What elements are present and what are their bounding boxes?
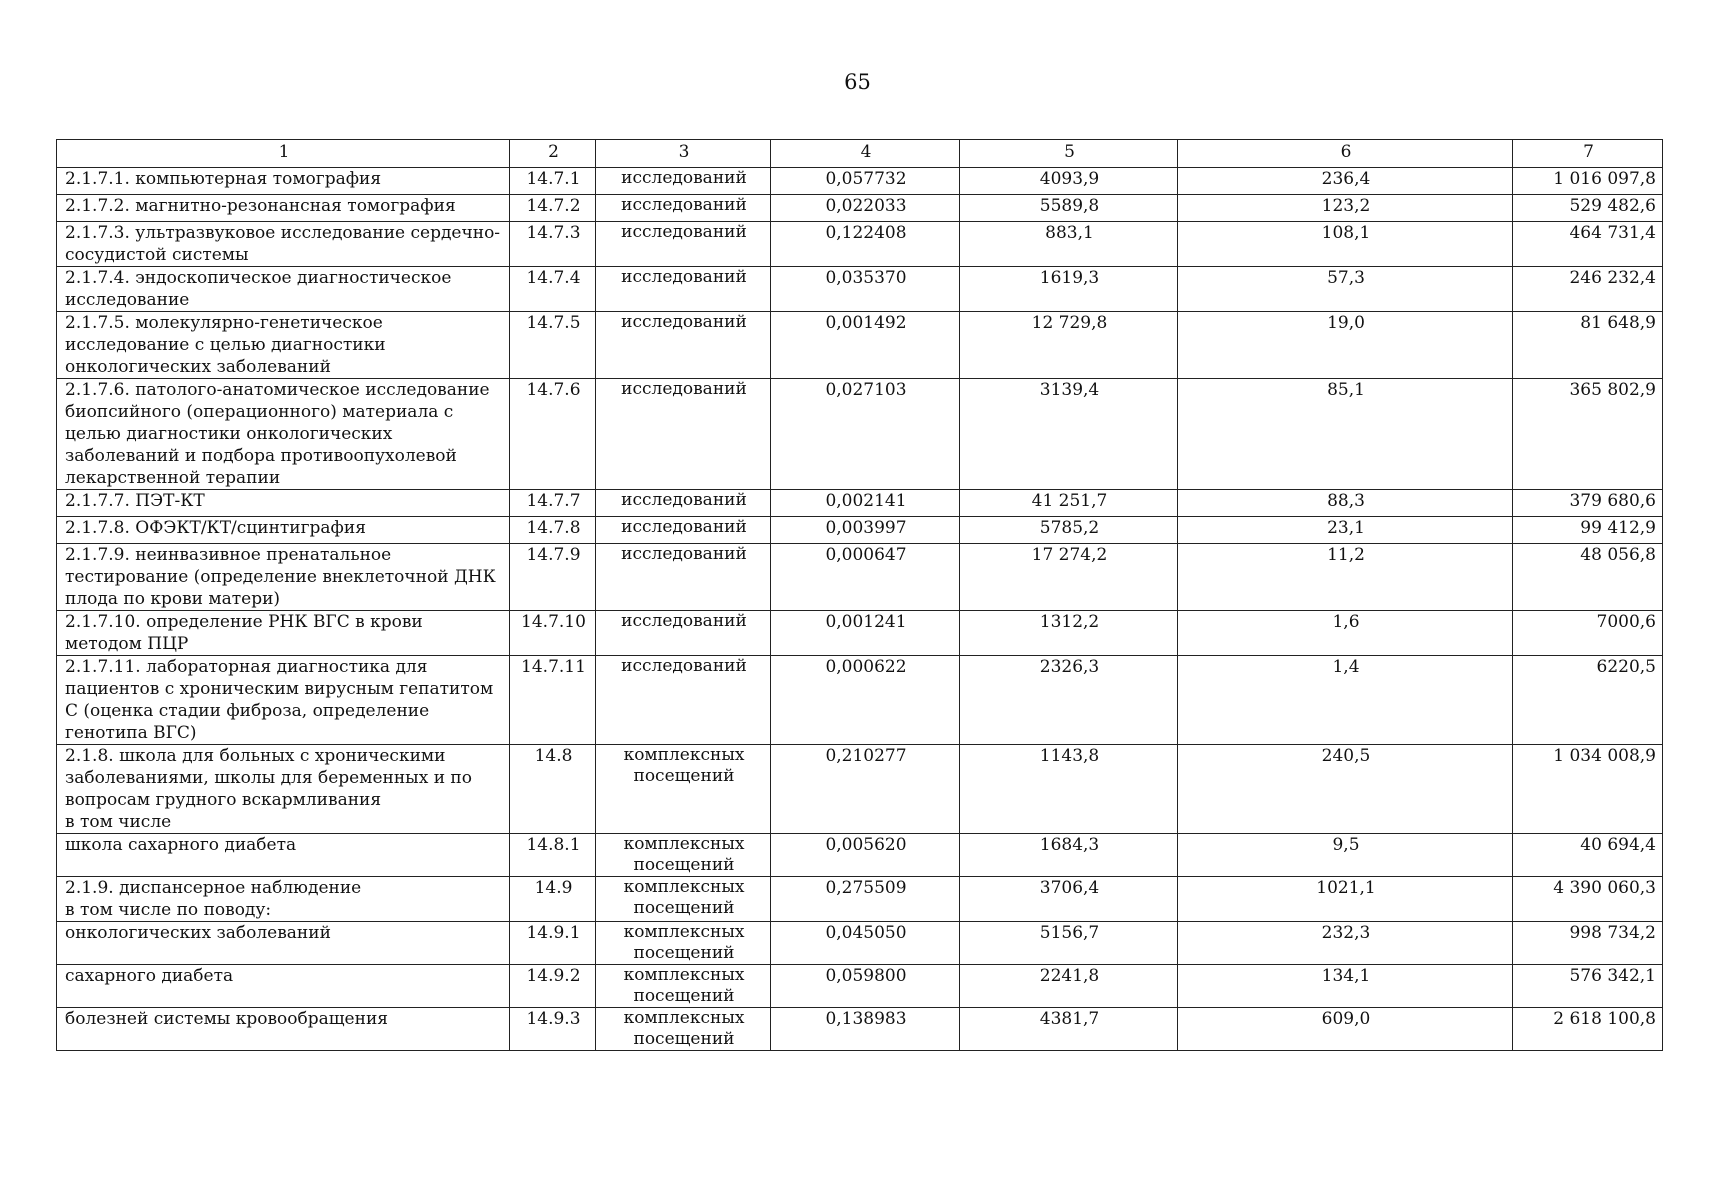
- code-cell: 14.9.2: [510, 965, 596, 1008]
- unit-cell: исследований: [596, 168, 771, 195]
- unit-cell: исследований: [596, 267, 771, 312]
- per-capita-cell: 85,1: [1178, 379, 1513, 490]
- code-cell: 14.9.3: [510, 1008, 596, 1051]
- unit-cell: исследований: [596, 656, 771, 745]
- cost-cell: 1619,3: [960, 267, 1178, 312]
- norm-cell: 0,000622: [771, 656, 960, 745]
- table-header-row: [57, 140, 1663, 168]
- total-cell: 1 016 097,8: [1513, 168, 1663, 195]
- per-capita-cell: 19,0: [1178, 312, 1513, 379]
- total-cell: 576 342,1: [1513, 965, 1663, 1008]
- per-capita-cell: 11,2: [1178, 544, 1513, 611]
- indicator-cell: 2.1.7.11. лабораторная диагностика для пациентов с хроническим вирусным гепатитом С (оценка стадии фиброза, определение генотипа ВГС): [57, 656, 510, 745]
- indicator-cell: школа сахарного диабета: [57, 834, 510, 877]
- norm-cell: 0,027103: [771, 379, 960, 490]
- total-cell: 48 056,8: [1513, 544, 1663, 611]
- unit-cell: исследований: [596, 544, 771, 611]
- total-cell: 529 482,6: [1513, 195, 1663, 222]
- code-cell: 14.7.7: [510, 490, 596, 517]
- per-capita-cell: 9,5: [1178, 834, 1513, 877]
- unit-cell: исследований: [596, 517, 771, 544]
- code-cell: 14.7.8: [510, 517, 596, 544]
- per-capita-cell: 236,4: [1178, 168, 1513, 195]
- total-cell: 6220,5: [1513, 656, 1663, 745]
- page-number: 65: [844, 70, 871, 94]
- cost-cell: 2326,3: [960, 656, 1178, 745]
- indicator-cell: 2.1.7.5. молекулярно-генетическое исследование с целью диагностики онкологических заболеваний: [57, 312, 510, 379]
- cost-cell: 5589,8: [960, 195, 1178, 222]
- table-row: [57, 490, 1663, 517]
- per-capita-cell: 1,6: [1178, 611, 1513, 656]
- code-cell: 14.7.5: [510, 312, 596, 379]
- table-row: [57, 379, 1663, 490]
- data-table: [56, 139, 1663, 1051]
- norm-cell: 0,138983: [771, 1008, 960, 1051]
- total-cell: 99 412,9: [1513, 517, 1663, 544]
- total-cell: 379 680,6: [1513, 490, 1663, 517]
- column-number-header: 5: [960, 140, 1178, 168]
- unit-cell: исследований: [596, 379, 771, 490]
- table-row: [57, 922, 1663, 965]
- cost-cell: 41 251,7: [960, 490, 1178, 517]
- total-cell: 40 694,4: [1513, 834, 1663, 877]
- table-row: [57, 312, 1663, 379]
- cost-cell: 4093,9: [960, 168, 1178, 195]
- code-cell: 14.7.9: [510, 544, 596, 611]
- norm-cell: 0,001492: [771, 312, 960, 379]
- unit-cell: комплексных посещений: [596, 877, 771, 922]
- indicator-cell: 2.1.7.1. компьютерная томография: [57, 168, 510, 195]
- norm-cell: 0,210277: [771, 745, 960, 834]
- norm-cell: 0,035370: [771, 267, 960, 312]
- column-number-header: 3: [596, 140, 771, 168]
- per-capita-cell: 23,1: [1178, 517, 1513, 544]
- unit-cell: комплексных посещений: [596, 745, 771, 834]
- code-cell: 14.7.10: [510, 611, 596, 656]
- table-row: [57, 544, 1663, 611]
- code-cell: 14.7.2: [510, 195, 596, 222]
- indicator-cell: сахарного диабета: [57, 965, 510, 1008]
- indicator-cell: 2.1.7.6. патолого-анатомическое исследование биопсийного (операционного) материала с целью диагностики онкологических заболеваний и подбора противоопухолевой лекарственной терапии: [57, 379, 510, 490]
- indicator-cell: 2.1.7.4. эндоскопическое диагностическое исследование: [57, 267, 510, 312]
- indicator-cell: 2.1.9. диспансерное наблюдение в том числе по поводу:: [57, 877, 510, 922]
- total-cell: 464 731,4: [1513, 222, 1663, 267]
- per-capita-cell: 1,4: [1178, 656, 1513, 745]
- cost-cell: 12 729,8: [960, 312, 1178, 379]
- unit-cell: исследований: [596, 312, 771, 379]
- table-row: [57, 168, 1663, 195]
- table-row: [57, 745, 1663, 834]
- table-row: [57, 267, 1663, 312]
- indicator-cell: 2.1.7.3. ультразвуковое исследование сердечно-сосудистой системы: [57, 222, 510, 267]
- indicator-cell: 2.1.8. школа для больных с хроническими заболеваниями, школы для беременных и по вопросам грудного вскармливания в том числе: [57, 745, 510, 834]
- cost-cell: 883,1: [960, 222, 1178, 267]
- total-cell: 4 390 060,3: [1513, 877, 1663, 922]
- unit-cell: комплексных посещений: [596, 965, 771, 1008]
- unit-cell: исследований: [596, 222, 771, 267]
- table-row: [57, 222, 1663, 267]
- norm-cell: 0,003997: [771, 517, 960, 544]
- total-cell: 246 232,4: [1513, 267, 1663, 312]
- per-capita-cell: 88,3: [1178, 490, 1513, 517]
- norm-cell: 0,000647: [771, 544, 960, 611]
- column-number-header: 1: [57, 140, 510, 168]
- cost-cell: 4381,7: [960, 1008, 1178, 1051]
- column-number-header: 2: [510, 140, 596, 168]
- norm-cell: 0,022033: [771, 195, 960, 222]
- norm-cell: 0,005620: [771, 834, 960, 877]
- code-cell: 14.8.1: [510, 834, 596, 877]
- column-number-header: 6: [1178, 140, 1513, 168]
- column-number-header: 4: [771, 140, 960, 168]
- per-capita-cell: 108,1: [1178, 222, 1513, 267]
- norm-cell: 0,275509: [771, 877, 960, 922]
- cost-cell: 3706,4: [960, 877, 1178, 922]
- norm-cell: 0,122408: [771, 222, 960, 267]
- code-cell: 14.7.3: [510, 222, 596, 267]
- indicator-cell: болезней системы кровообращения: [57, 1008, 510, 1051]
- table-row: [57, 877, 1663, 922]
- table-row: [57, 834, 1663, 877]
- norm-cell: 0,057732: [771, 168, 960, 195]
- table-row: [57, 195, 1663, 222]
- per-capita-cell: 240,5: [1178, 745, 1513, 834]
- total-cell: 998 734,2: [1513, 922, 1663, 965]
- unit-cell: исследований: [596, 195, 771, 222]
- total-cell: 7000,6: [1513, 611, 1663, 656]
- unit-cell: комплексных посещений: [596, 922, 771, 965]
- per-capita-cell: 57,3: [1178, 267, 1513, 312]
- total-cell: 365 802,9: [1513, 379, 1663, 490]
- cost-cell: 3139,4: [960, 379, 1178, 490]
- code-cell: 14.7.4: [510, 267, 596, 312]
- cost-cell: 5785,2: [960, 517, 1178, 544]
- cost-cell: 17 274,2: [960, 544, 1178, 611]
- per-capita-cell: 1021,1: [1178, 877, 1513, 922]
- cost-cell: 1312,2: [960, 611, 1178, 656]
- total-cell: 81 648,9: [1513, 312, 1663, 379]
- indicator-cell: 2.1.7.10. определение РНК ВГС в крови методом ПЦР: [57, 611, 510, 656]
- indicator-cell: 2.1.7.8. ОФЭКТ/КТ/сцинтиграфия: [57, 517, 510, 544]
- indicator-cell: 2.1.7.7. ПЭТ-КТ: [57, 490, 510, 517]
- indicator-cell: онкологических заболеваний: [57, 922, 510, 965]
- norm-cell: 0,001241: [771, 611, 960, 656]
- cost-cell: 5156,7: [960, 922, 1178, 965]
- unit-cell: комплексных посещений: [596, 1008, 771, 1051]
- indicator-cell: 2.1.7.9. неинвазивное пренатальное тестирование (определение внеклеточной ДНК плода по крови матери): [57, 544, 510, 611]
- cost-cell: 2241,8: [960, 965, 1178, 1008]
- per-capita-cell: 134,1: [1178, 965, 1513, 1008]
- table-row: [57, 517, 1663, 544]
- code-cell: 14.8: [510, 745, 596, 834]
- cost-cell: 1143,8: [960, 745, 1178, 834]
- indicator-cell: 2.1.7.2. магнитно-резонансная томография: [57, 195, 510, 222]
- unit-cell: комплексных посещений: [596, 834, 771, 877]
- code-cell: 14.7.1: [510, 168, 596, 195]
- table-row: [57, 611, 1663, 656]
- per-capita-cell: 232,3: [1178, 922, 1513, 965]
- table-row: [57, 1008, 1663, 1051]
- norm-cell: 0,059800: [771, 965, 960, 1008]
- table-row: [57, 656, 1663, 745]
- code-cell: 14.7.6: [510, 379, 596, 490]
- per-capita-cell: 123,2: [1178, 195, 1513, 222]
- total-cell: 2 618 100,8: [1513, 1008, 1663, 1051]
- code-cell: 14.9: [510, 877, 596, 922]
- norm-cell: 0,002141: [771, 490, 960, 517]
- unit-cell: исследований: [596, 490, 771, 517]
- norm-cell: 0,045050: [771, 922, 960, 965]
- total-cell: 1 034 008,9: [1513, 745, 1663, 834]
- cost-cell: 1684,3: [960, 834, 1178, 877]
- column-number-header: 7: [1513, 140, 1663, 168]
- table-row: [57, 965, 1663, 1008]
- unit-cell: исследований: [596, 611, 771, 656]
- code-cell: 14.9.1: [510, 922, 596, 965]
- per-capita-cell: 609,0: [1178, 1008, 1513, 1051]
- code-cell: 14.7.11: [510, 656, 596, 745]
